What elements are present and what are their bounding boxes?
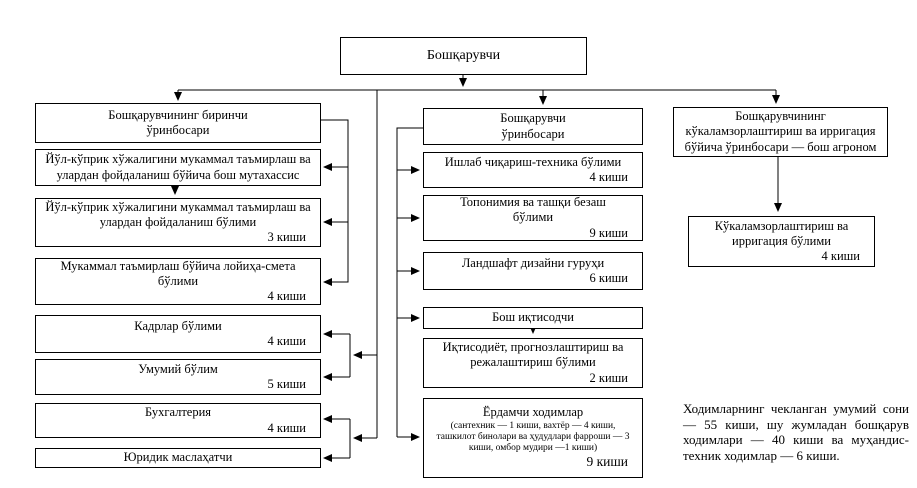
org-box-toponymy-dept <box>423 195 643 241</box>
org-box-manager <box>340 37 587 75</box>
org-box-label: Бошқарувчининг биринчи ўринбосари <box>108 107 248 137</box>
org-box-label: Ишлаб чиқариш-техника бўлими <box>444 154 622 169</box>
org-box-label: Топонимия ва ташқи безаш бўлими <box>460 195 606 225</box>
staff-count: 2 киши <box>589 370 628 385</box>
org-box-label: Юридик маслаҳатчи <box>123 450 233 465</box>
org-box-project-estimate-dept <box>35 258 321 305</box>
org-box-label: Йўл-кўприк хўжалигини мукаммал таъмирлаш ва улардан фойдаланиш бўлими <box>45 199 311 229</box>
org-box-accounting <box>35 403 321 438</box>
staff-count: 4 киши <box>267 420 306 435</box>
org-box-greening-irrigation-dept <box>688 216 875 267</box>
org-box-label: Кадрлар бўлими <box>134 318 222 333</box>
org-box-label: Бош иқтисодчи <box>492 310 574 325</box>
staff-count: 4 киши <box>267 334 306 348</box>
org-box-general-dept <box>35 359 321 395</box>
org-box-road-bridge-dept <box>35 198 321 247</box>
staff-count: 9 киши <box>589 225 628 240</box>
org-box-economics-dept <box>423 338 643 388</box>
org-box-label: Иқтисодиёт, прогнозлаштириш ва режалаштириш бўлими <box>442 340 624 370</box>
org-box-label: Ёрдамчи ходимлар <box>482 405 584 420</box>
org-box-chief-specialist <box>35 149 321 186</box>
org-box-support-staff <box>423 398 643 478</box>
org-box-first-deputy <box>35 103 321 143</box>
org-box-label: Бошқарувчининг кўкаламзорлаштириш ва ирригация бўйича ўринбосари — бош агроном <box>684 109 877 154</box>
staff-count: 3 киши <box>267 230 306 245</box>
org-box-label: Бошқарувчи <box>426 48 501 64</box>
support-staff-breakdown: (сантехник — 1 киши, вахтёр — 4 киши, ташкилот бинолари ва ҳудудлари фарроши — 3 киши, омбор мудири —1 киши) <box>436 420 630 453</box>
staff-count: 6 киши <box>589 271 628 285</box>
org-box-label: Йўл-кўприк хўжалигини мукаммал таъмирлаш ва улардан фойдаланиш бўйича бош мутахассис <box>45 152 311 182</box>
org-box-chief-economist <box>423 307 643 329</box>
org-box-label: Бошқарувчи ўринбосари <box>500 111 566 141</box>
org-box-label: Умумий бўлим <box>138 361 218 376</box>
org-box-greening-deputy <box>673 107 888 157</box>
org-box-label: Бухгалтерия <box>144 405 212 420</box>
org-box-production-tech-dept <box>423 152 643 188</box>
org-box-label: Ландшафт дизайни гуруҳи <box>461 255 605 270</box>
staff-count: 4 киши <box>267 289 306 304</box>
staff-count: 4 киши <box>589 170 628 184</box>
org-box-hr-dept <box>35 315 321 353</box>
staff-total-note: Ходимларнинг чекланган умумий сони — 55 киши, шу жумладан бошқарув ходимлари — 40 киши ва муҳандис-техник ходимлар — 6 киши. <box>683 401 909 463</box>
staff-count: 4 киши <box>821 249 860 264</box>
org-box-label: Мукаммал таъмирлаш бўйича лойиҳа-смета бўлими <box>60 258 296 288</box>
staff-count: 5 киши <box>267 377 306 391</box>
org-box-label: Кўкаламзорлаштириш ва ирригация бўлими <box>714 218 849 248</box>
org-box-deputy-manager <box>423 108 643 145</box>
staff-count: 9 киши <box>586 454 628 470</box>
org-box-legal-adviser <box>35 448 321 468</box>
org-box-landscape-design-group <box>423 252 643 290</box>
